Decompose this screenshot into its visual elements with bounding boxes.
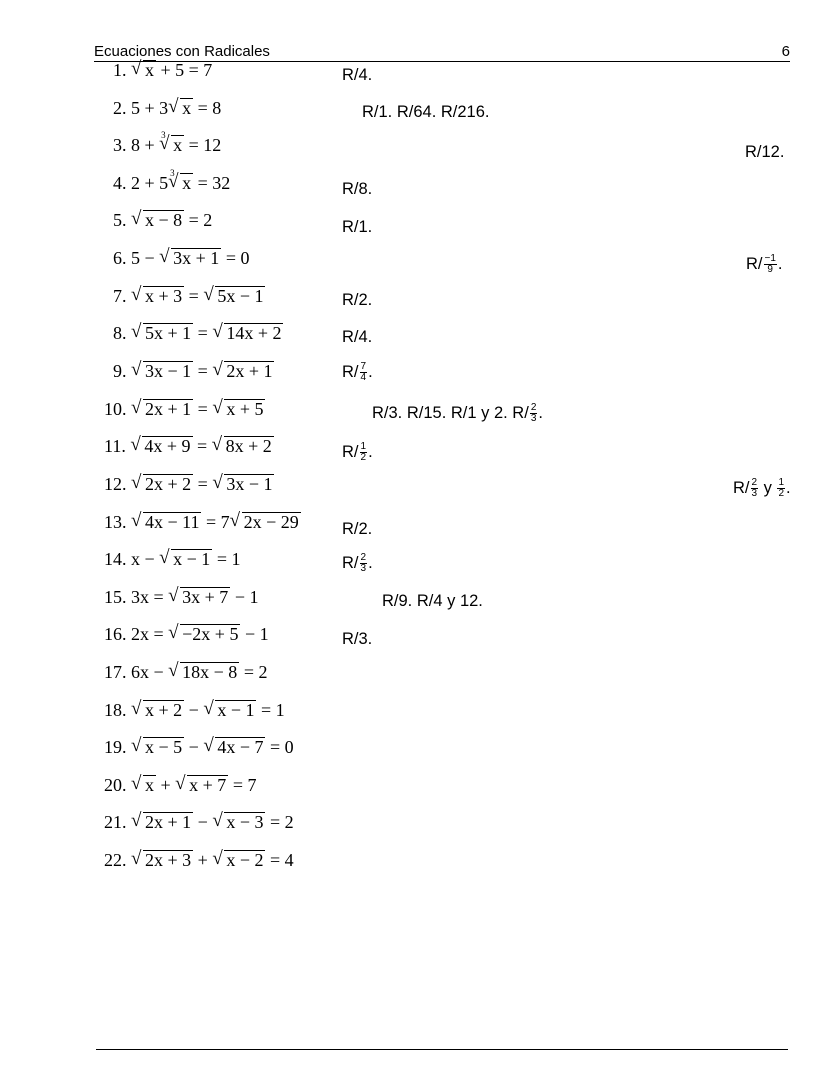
equation-middle: = [184, 286, 204, 306]
equation-middle: − [184, 700, 204, 720]
radicand: x − 2 [226, 850, 264, 870]
answer-10 [372, 403, 543, 424]
radical [131, 286, 184, 307]
numerator: 1 [360, 441, 367, 452]
radical [130, 436, 192, 457]
answer-suffix: . [777, 254, 783, 273]
radicand: x [173, 135, 183, 155]
equation-11 [104, 436, 274, 457]
equation-middle: = 7 [201, 512, 230, 532]
radical [203, 737, 265, 758]
equation-9 [113, 361, 274, 382]
answer-prefix: R/ [342, 442, 359, 461]
radicand: 3x − 1 [145, 361, 192, 381]
equation-number: 8. [113, 323, 131, 343]
radicand: 3x + 1 [173, 248, 220, 268]
radicand: x − 3 [226, 812, 264, 832]
equation-prefix: 2 + 5 [131, 173, 169, 193]
answer-5: R/1. [342, 218, 373, 236]
radicand: 5x − 1 [217, 286, 264, 306]
equation-middle: − [193, 812, 213, 832]
equation-middle: = 8 [193, 98, 222, 118]
radical [168, 624, 240, 645]
answer-11 [342, 442, 373, 463]
equation-middle: − 1 [240, 624, 269, 644]
answer-prefix: R/ [746, 254, 763, 273]
radical [131, 737, 184, 758]
header-title: Ecuaciones con Radicales [94, 43, 270, 60]
equation-number: 21. [104, 812, 131, 832]
equation-number: 6. [113, 248, 131, 268]
answer-3: R/12. [745, 143, 785, 161]
equation-prefix: 5 − [131, 248, 160, 268]
radicand: x − 5 [145, 737, 183, 757]
answer-4: R/8. [342, 180, 373, 198]
equation-12 [104, 474, 274, 495]
equation-20 [104, 775, 256, 796]
radicand: x + 2 [145, 700, 183, 720]
equation-suffix: = 0 [265, 737, 294, 757]
numerator: 1 [778, 477, 785, 488]
equation-5 [113, 210, 212, 231]
fraction [751, 478, 759, 499]
answer-prefix: R/ [342, 553, 359, 572]
radicand: 2x + 1 [145, 399, 192, 419]
radical [131, 323, 193, 344]
radical [212, 436, 274, 457]
radicand: x [182, 98, 192, 118]
radical [131, 210, 184, 231]
radical [212, 474, 274, 495]
answer-prefix: R/ [733, 478, 750, 497]
radicand: 4x + 9 [144, 436, 191, 456]
answer-8: R/4. [342, 328, 373, 346]
equation-number: 12. [104, 474, 131, 494]
fraction [360, 362, 368, 383]
radicand: 2x + 2 [145, 474, 192, 494]
radical [131, 60, 156, 81]
answer-6 [746, 254, 783, 275]
equation-2 [113, 98, 221, 119]
equation-prefix: 5 + 3 [131, 98, 169, 118]
numerator: −1 [764, 253, 776, 264]
radical [203, 700, 256, 721]
radical [131, 512, 201, 533]
equation-prefix: 6x − [131, 662, 169, 682]
fraction [764, 254, 777, 275]
equation-middle: − 1 [230, 587, 259, 607]
equation-middle: + [193, 850, 213, 870]
equation-middle: = [193, 361, 213, 381]
radical [168, 98, 193, 119]
radical [131, 399, 193, 420]
radical [212, 399, 265, 420]
radicand: 4x − 7 [217, 737, 264, 757]
equation-number: 19. [104, 737, 131, 757]
footer-rule [96, 1049, 788, 1050]
equation-middle: = 1 [212, 549, 241, 569]
equation-middle: + [156, 775, 176, 795]
equation-number: 20. [104, 775, 131, 795]
radicand: x − 8 [145, 210, 183, 230]
radicand: 8x + 2 [225, 436, 272, 456]
equation-8 [113, 323, 283, 344]
answer-suffix: . [538, 403, 543, 422]
equation-7 [113, 286, 265, 307]
equation-number: 11. [104, 436, 131, 456]
answer-7: R/2. [342, 291, 373, 309]
equation-number: 2. [113, 98, 131, 118]
equation-middle: = 0 [221, 248, 250, 268]
equation-middle: = [192, 436, 212, 456]
denominator: 2 [360, 452, 367, 463]
radicand: x [182, 173, 192, 193]
equation-prefix: 8 + [131, 135, 160, 155]
equation-number: 4. [113, 173, 131, 193]
denominator: 9 [767, 264, 773, 275]
radicand: 4x − 11 [145, 512, 200, 532]
equation-middle: + 5 = 7 [156, 60, 213, 80]
equation-number: 7. [113, 286, 131, 306]
radical [131, 474, 193, 495]
fraction [777, 478, 785, 499]
radical [131, 361, 193, 382]
answer-suffix: . [786, 478, 791, 497]
equation-6 [113, 248, 249, 269]
equation-prefix: x − [131, 549, 160, 569]
radical [131, 850, 193, 871]
equation-middle: = 2 [239, 662, 268, 682]
answer-9 [342, 362, 373, 383]
equation-suffix: = 7 [228, 775, 257, 795]
radical [168, 168, 193, 194]
radicand: 18x − 8 [182, 662, 238, 682]
answer-14 [342, 553, 373, 574]
radicand: x [145, 60, 154, 80]
equation-19 [104, 737, 294, 758]
answer-suffix: . [368, 442, 373, 461]
radical [159, 549, 212, 570]
answer-15: R/9. R/4 y 12. [382, 592, 483, 610]
radicand: 2x + 1 [226, 361, 273, 381]
equation-number: 18. [104, 700, 131, 720]
equation-middle: − [184, 737, 204, 757]
radical [212, 361, 274, 382]
equation-prefix: 2x = [131, 624, 169, 644]
equation-14 [104, 549, 240, 570]
equation-number: 1. [113, 60, 131, 80]
radicand: x + 5 [226, 399, 264, 419]
radical [203, 286, 265, 307]
radical [168, 662, 239, 683]
radical [212, 850, 265, 871]
radical [212, 323, 283, 344]
answer-13: R/2. [342, 520, 373, 538]
numerator: 7 [360, 361, 367, 372]
equation-suffix: = 1 [256, 700, 285, 720]
answer-suffix: . [368, 553, 373, 572]
equation-suffix: = 4 [265, 850, 294, 870]
denominator: 4 [360, 372, 367, 383]
equation-17 [104, 662, 267, 683]
numerator: 2 [360, 552, 367, 563]
radicand: 2x − 29 [243, 512, 299, 532]
equation-15 [104, 587, 258, 608]
denominator: 2 [778, 488, 785, 499]
radical [230, 512, 301, 533]
equation-middle: = [193, 323, 213, 343]
equation-middle: = 32 [193, 173, 231, 193]
denominator: 3 [360, 563, 367, 574]
radicand: 2x + 1 [145, 812, 192, 832]
radical [168, 587, 230, 608]
answer-suffix: . [368, 362, 373, 381]
answer-middle: y [759, 478, 777, 497]
numerator: 2 [530, 402, 537, 413]
radical [159, 248, 221, 269]
radicand: x − 1 [173, 549, 211, 569]
radical [159, 130, 184, 156]
fraction [360, 553, 368, 574]
radicand: 3x − 1 [226, 474, 273, 494]
radical-index: √ 3 [161, 130, 166, 140]
radical [131, 812, 193, 833]
equation-middle: = [193, 399, 213, 419]
equation-1 [113, 60, 212, 81]
equation-number: 17. [104, 662, 131, 682]
radicand: x − 1 [217, 700, 255, 720]
numerator: 2 [751, 477, 758, 488]
page-number: 6 [781, 43, 790, 60]
radicand: x + 3 [145, 286, 183, 306]
radical [175, 775, 228, 796]
equation-prefix: 3x = [131, 587, 169, 607]
equation-3 [113, 130, 222, 156]
radical [131, 775, 156, 796]
answer-prefix: R/3. R/15. R/1 y 2. R/ [372, 403, 529, 422]
answer-2: R/1. R/64. R/216. [362, 103, 490, 121]
radicand: 5x + 1 [145, 323, 192, 343]
equation-4 [113, 168, 231, 194]
radicand: 14x + 2 [226, 323, 282, 343]
equation-22 [104, 850, 294, 871]
answer-12 [733, 478, 791, 499]
equation-number: 16. [104, 624, 131, 644]
equation-10 [104, 399, 265, 420]
radicand: −2x + 5 [182, 624, 239, 644]
radicand: x [145, 775, 154, 795]
fraction [530, 403, 538, 424]
equation-middle: = 12 [184, 135, 222, 155]
fraction [360, 442, 368, 463]
answer-16: R/3. [342, 630, 373, 648]
equation-number: 9. [113, 361, 131, 381]
equation-number: 10. [104, 399, 131, 419]
equation-number: 3. [113, 135, 131, 155]
radicand: 2x + 3 [145, 850, 192, 870]
radical [212, 812, 265, 833]
equation-number: 15. [104, 587, 131, 607]
radical-index: √ 3 [170, 168, 175, 178]
radicand: 3x + 7 [182, 587, 229, 607]
equation-21 [104, 812, 294, 833]
equation-number: 14. [104, 549, 131, 569]
equation-number: 22. [104, 850, 131, 870]
equation-18 [104, 700, 285, 721]
equation-number: 13. [104, 512, 131, 532]
denominator: 3 [751, 488, 758, 499]
equation-16 [104, 624, 269, 645]
equation-13 [104, 512, 301, 533]
denominator: 3 [530, 413, 537, 424]
equation-number: 5. [113, 210, 131, 230]
equation-suffix: = 2 [265, 812, 294, 832]
radical [131, 700, 184, 721]
equation-middle: = [193, 474, 213, 494]
answer-prefix: R/ [342, 362, 359, 381]
equation-middle: = 2 [184, 210, 213, 230]
radicand: x + 7 [189, 775, 227, 795]
answer-1: R/4. [342, 66, 373, 84]
